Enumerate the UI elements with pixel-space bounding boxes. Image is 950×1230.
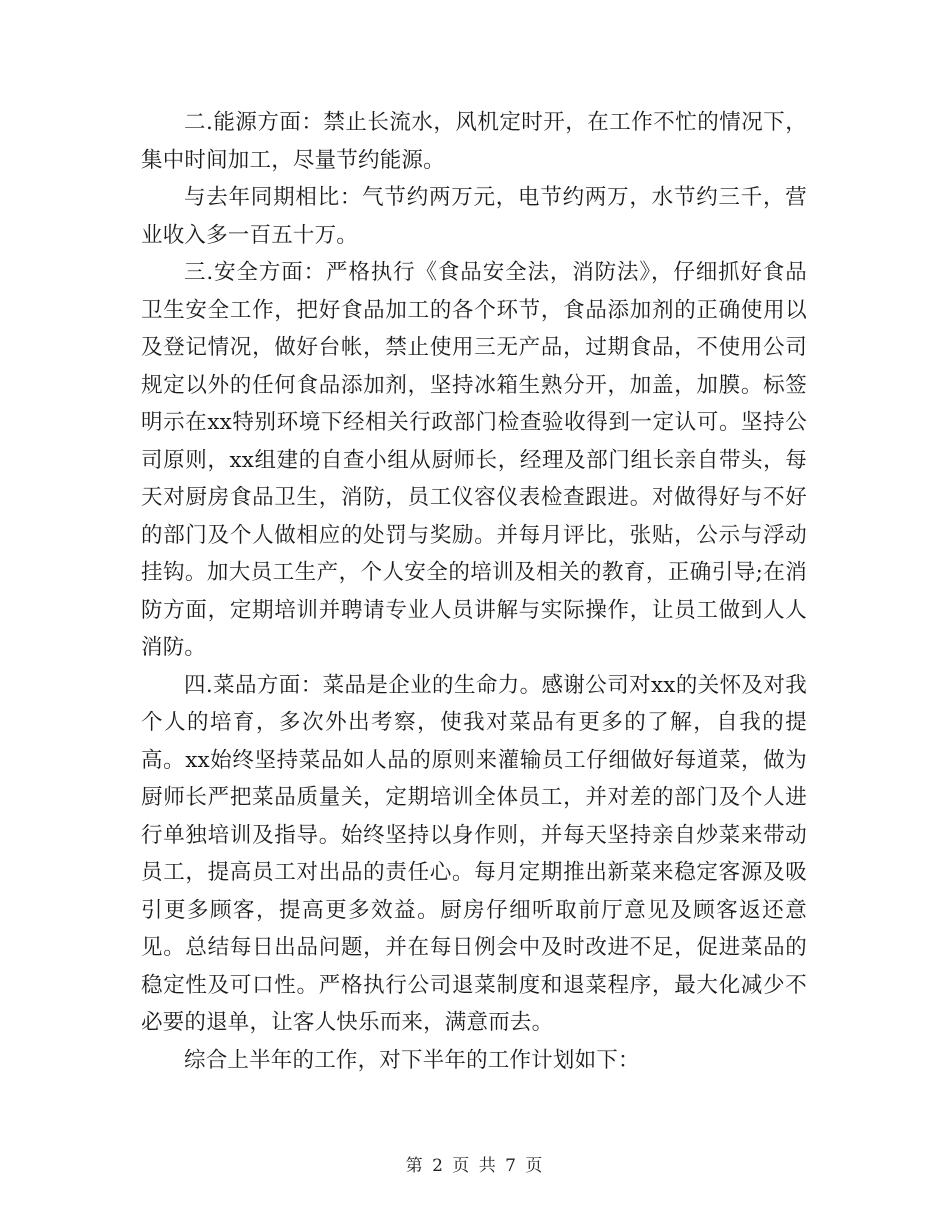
paragraph-energy: 二.能源方面：禁止长流水，风机定时开，在工作不忙的情况下，集中时间加工，尽量节约能源。 <box>141 110 807 173</box>
paragraph-year-comparison: 与去年同期相比：气节约两万元，电节约两万，水节约三千，营业收入多一百五十万。 <box>141 185 807 248</box>
paragraph-dishes: 四.菜品方面：菜品是企业的生命力。感谢公司对xx的关怀及对我个人的培育，多次外出考察，使我对菜品有更多的了解，自我的提高。xx始终坚持菜品如人品的原则来灌输员工仔细做好每道菜，做为厨师长严把菜品质量关，定期培训全体员工，并对差的部门及个人进行单独培训及指导。始终坚持以身作则，并每天坚持亲自炒菜来带动员工，提高员工对出品的责任心。每月定期推出新菜来稳定客源及吸引更多顾客，提高更多效益。厨房仔细听取前厅意见及顾客返还意见。总结每日出品问题，并在每日例会中及时改进不足，促进菜品的稳定性及可口性。严格执行公司退菜制度和退菜程序，最大化减少不必要的退单，让客人快乐而来，满意而去。 <box>141 672 807 1035</box>
document-body <box>141 104 807 1079</box>
paragraph-safety: 三.安全方面：严格执行《食品安全法，消防法》，仔细抓好食品卫生安全工作，把好食品加工的各个环节，食品添加剂的正确使用以及登记情况，做好台帐，禁止使用三无产品，过期食品，不使用公司规定以外的任何食品添加剂，坚持冰箱生熟分开，加盖，加膜。标签明示在xx特别环境下经相关行政部门检查验收得到一定认可。坚持公司原则，xx组建的自查小组从厨师长，经理及部门组长亲自带头，每天对厨房食品卫生，消防，员工仪容仪表检查跟进。对做得好与不好的部门及个人做相应的处罚与奖励。并每月评比，张贴，公示与浮动挂钩。加大员工生产，个人安全的培训及相关的教育，正确引导;在消防方面，定期培训并聘请专业人员讲解与实际操作，让员工做到人人消防。 <box>141 260 807 660</box>
paragraph-summary: 综合上半年的工作，对下半年的工作计划如下： <box>184 1047 640 1073</box>
page-number-footer: 第 2 页 共 7 页 <box>405 1156 545 1176</box>
